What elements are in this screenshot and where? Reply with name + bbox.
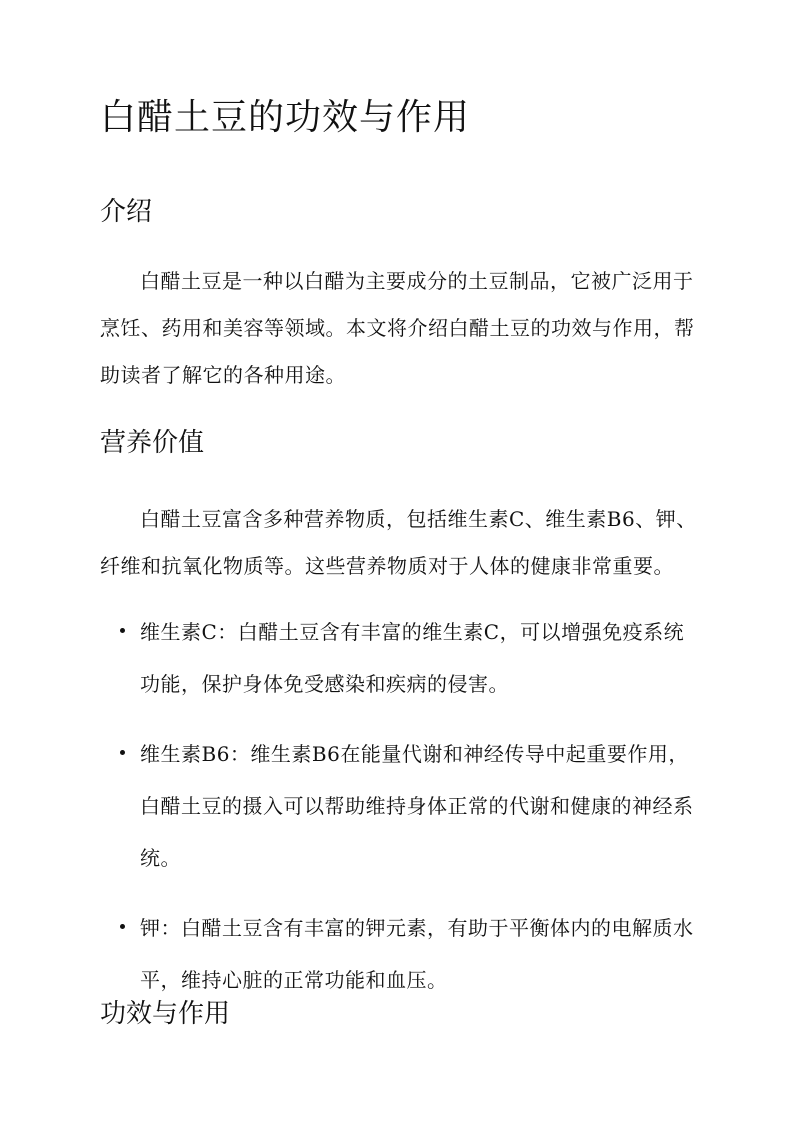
- list-item: [100, 606, 700, 710]
- bullet-icon: [120, 628, 125, 633]
- list-item: [100, 902, 700, 1006]
- page-title: 白醋土豆的功效与作用: [100, 97, 471, 138]
- list-item-text: 维生素C：白醋土豆含有丰富的维生素C，可以增强免疫系统功能，保护身体免受感染和疾病的侵害。: [140, 620, 685, 696]
- list-item: [100, 728, 700, 884]
- section-heading-effects: 功效与作用: [100, 999, 231, 1029]
- list-item-text: 维生素B6：维生素B6在能量代谢和神经传导中起重要作用，白醋土豆的摄入可以帮助维持身体正常的代谢和健康的神经系统。: [140, 742, 694, 870]
- section-heading-intro: 介绍: [100, 197, 153, 227]
- bullet-icon: [120, 750, 125, 755]
- nutrition-paragraph: 白醋土豆富含多种营养物质，包括维生素C、维生素B6、钾、纤维和抗氧化物质等。这些营养物质对于人体的健康非常重要。: [100, 507, 697, 578]
- list-item-text: 钾：白醋土豆含有丰富的钾元素，有助于平衡体内的电解质水平，维持心脏的正常功能和血压。: [140, 916, 694, 992]
- section-heading-nutrition: 营养价值: [100, 428, 205, 458]
- nutrient-list: [100, 606, 700, 1024]
- bullet-icon: [120, 924, 125, 929]
- intro-paragraph: 白醋土豆是一种以白醋为主要成分的土豆制品，它被广泛用于烹饪、药用和美容等领域。本文将介绍白醋土豆的功效与作用，帮助读者了解它的各种用途。: [100, 269, 695, 387]
